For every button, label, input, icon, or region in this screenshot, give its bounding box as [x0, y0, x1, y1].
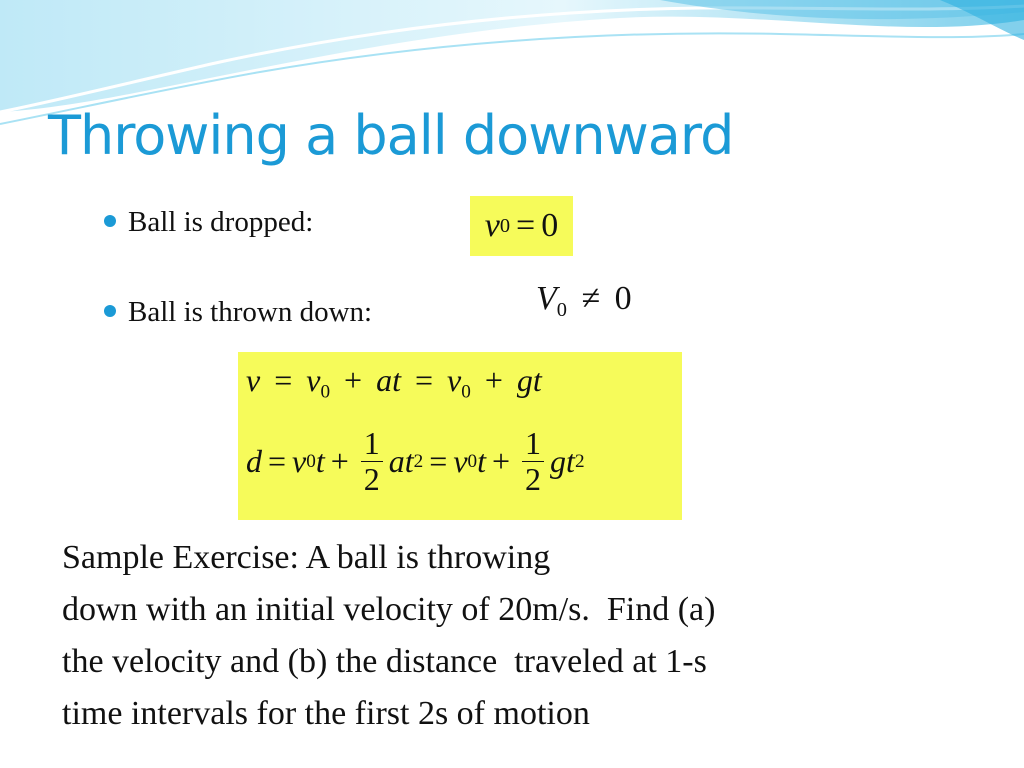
- exercise-line: time intervals for the first 2s of motion: [62, 695, 590, 732]
- exercise-line: down with an initial velocity of 20m/s. Find (a): [62, 591, 716, 628]
- exercise-line: the velocity and (b) the distance traveled at 1-s: [62, 643, 707, 680]
- velocity-equation: $v = v_0$ + at = $v_0$ + gt: [246, 362, 542, 403]
- sample-exercise-text: [62, 532, 962, 740]
- exercise-line: Sample Exercise: A ball is throwing: [62, 539, 551, 576]
- fraction-one-half: $\frac{1}{2}$: [361, 426, 383, 497]
- fraction-one-half: $\frac{1}{2}$: [522, 426, 544, 497]
- equation-dropped: v 0 = 0: [470, 196, 573, 256]
- bullet-ball-thrown-down: [104, 296, 372, 329]
- bullet-label: Ball is thrown down:: [128, 296, 373, 328]
- bullet-ball-dropped: [104, 206, 313, 239]
- bullet-dot-icon: [104, 305, 116, 317]
- slide-title: Throwing a ball downward: [48, 104, 734, 167]
- kinematics-equations-box: [238, 352, 682, 520]
- distance-equation: d = v 0 t + $\frac{1}{2}$ a t 2 = v 0 t + $\frac{1}{2}$ g t 2: [246, 425, 585, 498]
- bullet-dot-icon: [104, 215, 116, 227]
- bullet-label: Ball is dropped:: [128, 206, 314, 238]
- equation-thrown-nonzero: $V_0 \ne 0$: [536, 280, 632, 322]
